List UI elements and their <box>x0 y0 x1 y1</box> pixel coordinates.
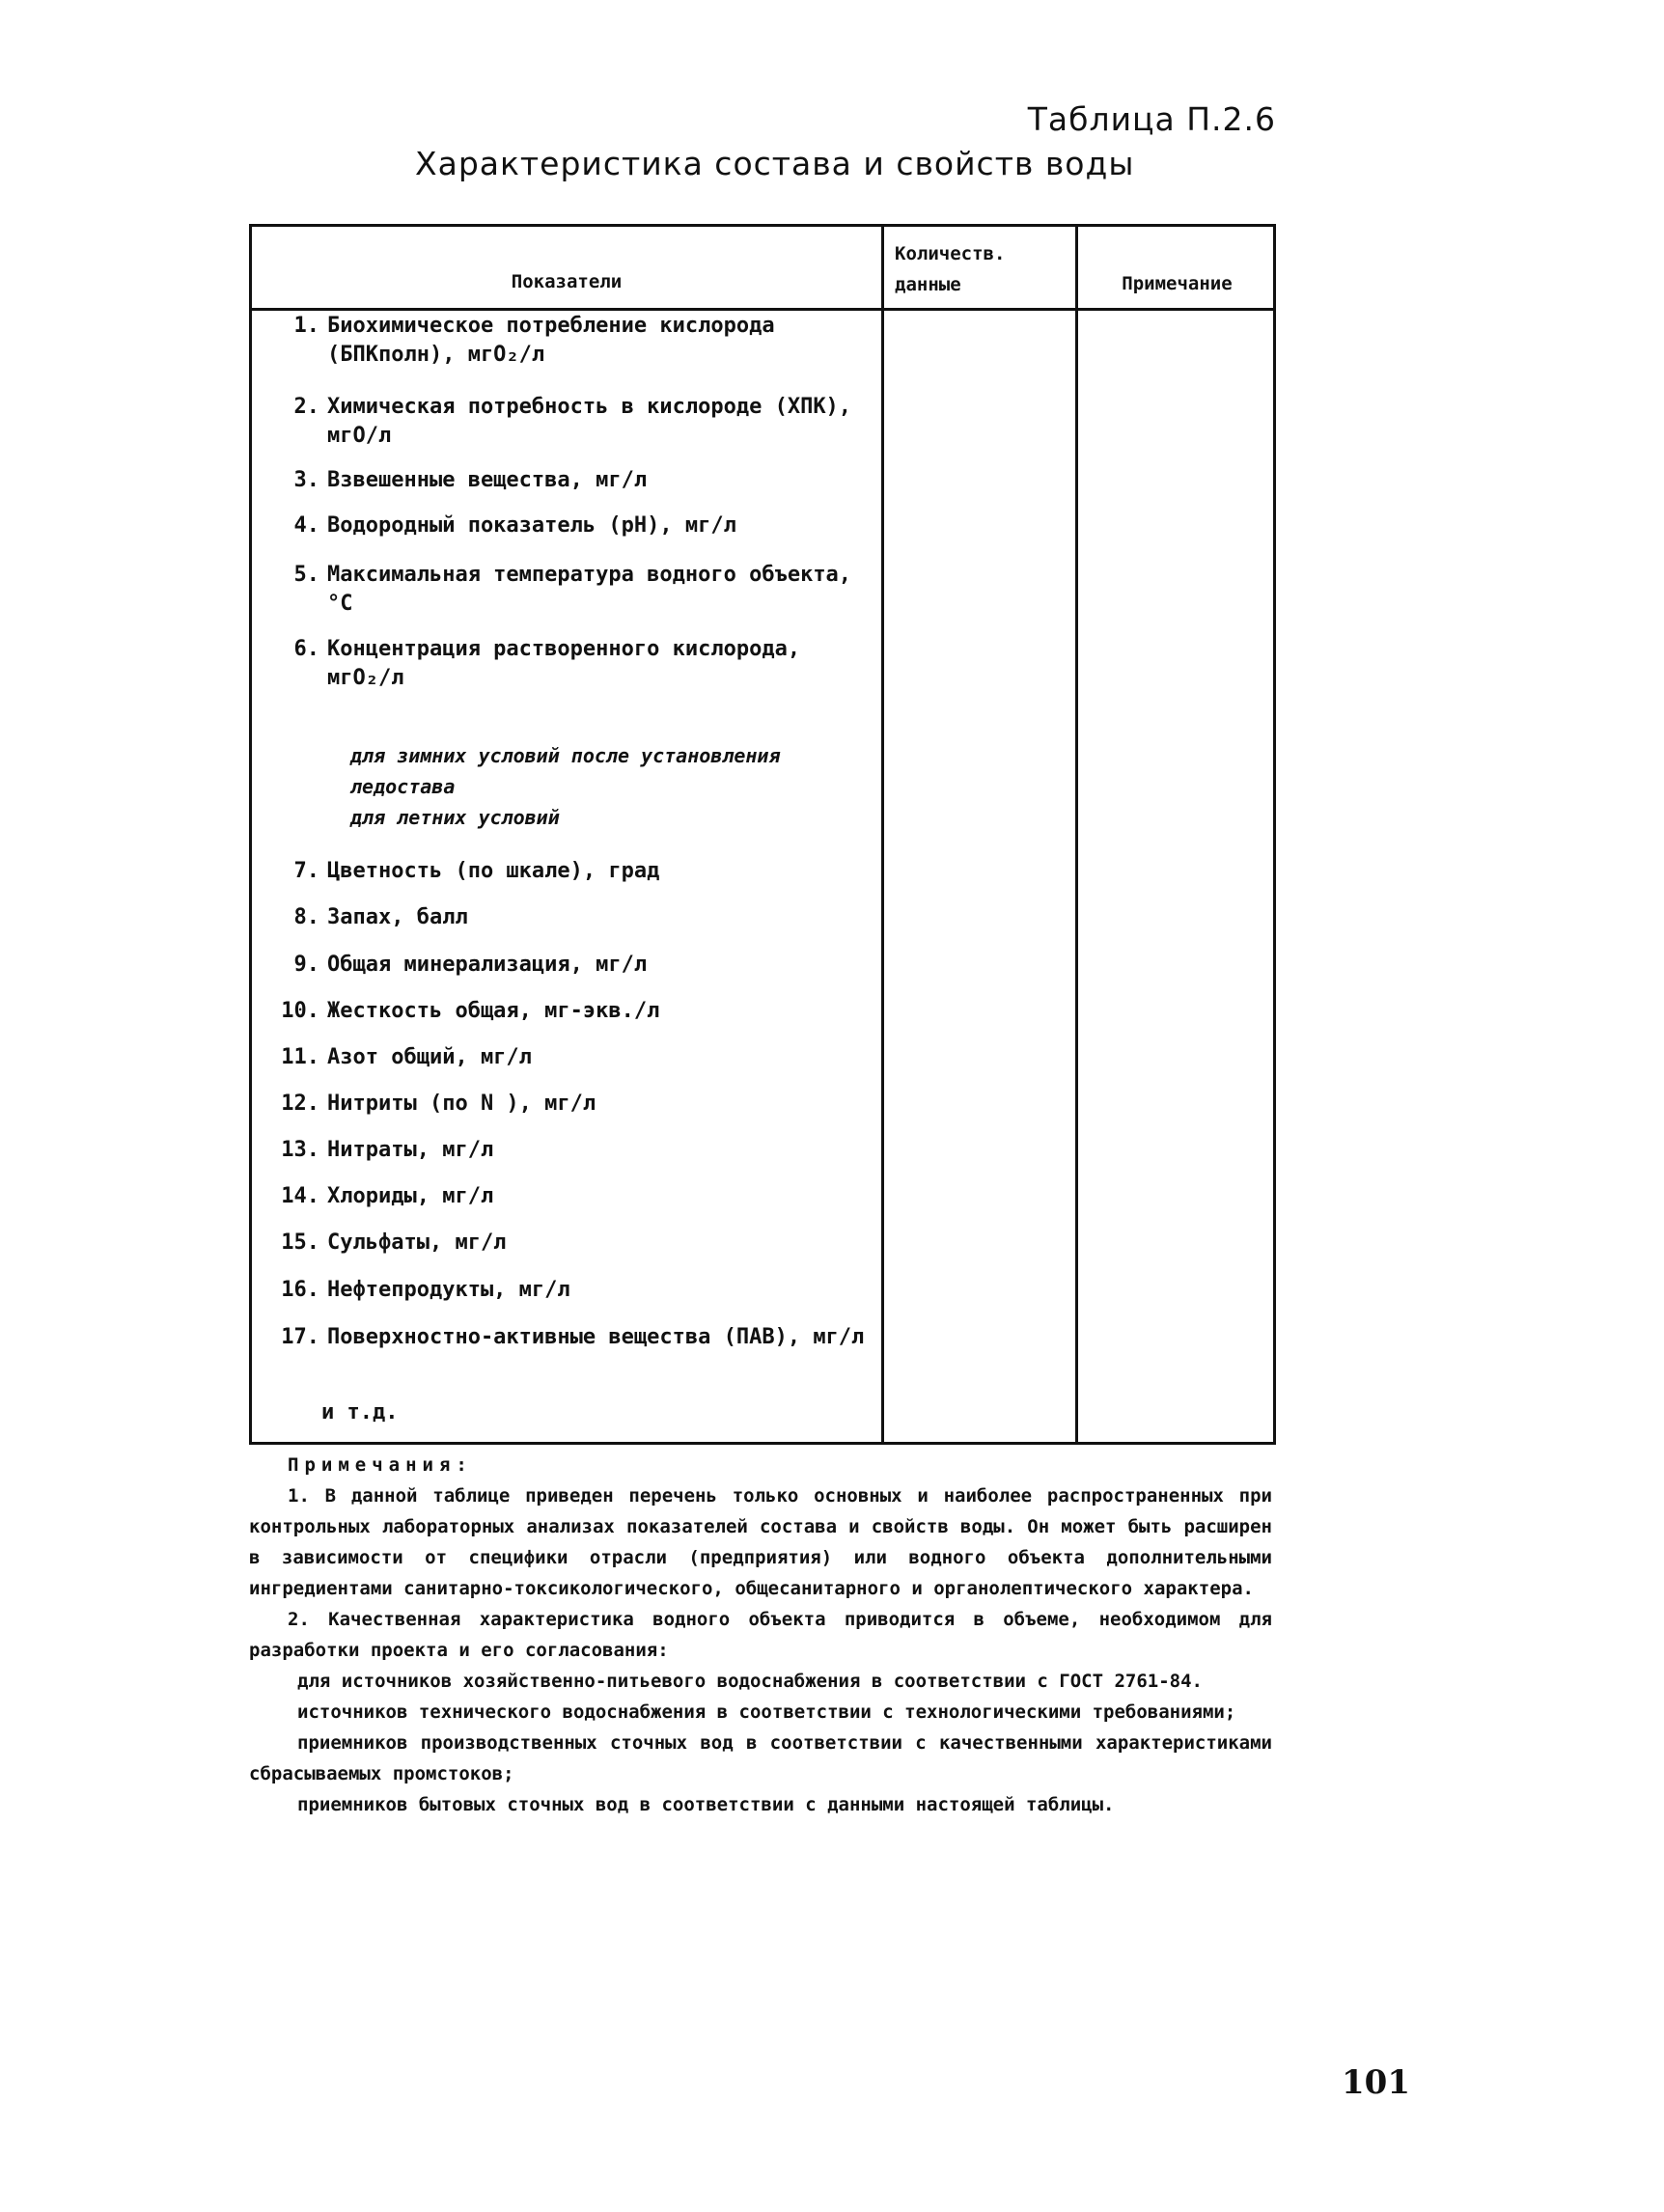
table-title: Характеристика состава и свойств воды <box>415 145 1135 182</box>
row-6-subitem: для зимних условий после установления ледостава <box>350 744 781 798</box>
row-text: Химическая потребность в кислороде (ХПК), мгО/л <box>327 395 852 448</box>
row-6-subitem: для летних условий <box>350 806 560 829</box>
note-paragraph: 2. Качественная характеристика водного объекта приводится в объеме, необходимом для разработки проекта и его согласования: <box>249 1609 1272 1661</box>
row-number: 16. <box>281 1278 319 1302</box>
row-number: 10. <box>281 999 319 1023</box>
row-text: Сульфаты, мг/л <box>327 1230 507 1255</box>
row-number: 2. <box>293 395 319 419</box>
row-number: 14. <box>281 1184 319 1208</box>
row-text: Поверхностно-активные вещества (ПАВ), мг/л <box>327 1325 865 1349</box>
row-number: 15. <box>281 1230 319 1255</box>
row-text: Нитраты, мг/л <box>327 1138 494 1162</box>
row-text: Нитриты (по N ), мг/л <box>327 1092 596 1116</box>
row-text: Водородный показатель (рН), мг/л <box>327 513 736 538</box>
page-number: 101 <box>1342 2063 1410 2102</box>
row-text: Общая минерализация, мг/л <box>327 953 648 977</box>
table-label: Таблица П.2.6 <box>1027 100 1276 138</box>
header-note: Примечание <box>1122 273 1233 294</box>
row-text: Жесткость общая, мг-экв./л <box>327 999 660 1023</box>
row-number: 3. <box>293 468 319 492</box>
row-number: 11. <box>281 1045 319 1069</box>
row-number: 17. <box>281 1325 319 1349</box>
row-number: 8. <box>293 905 319 929</box>
note-paragraph: 1. В данной таблице приведен перечень только основных и наиболее распространенных при контрольных лабораторных анализах показателей состава и свойств воды. Он может быть расширен в зависимости от специфики отрасли (предприятия) или водного объекта дополнительными ингредиентами санитарно-токсикологического, общесанитарного и органолептического характера. <box>249 1485 1272 1599</box>
row-text: Биохимическое потребление кислорода (БПКполн), мгО₂/л <box>327 314 775 367</box>
notes-section <box>249 1450 1272 1820</box>
note-paragraph: для источников хозяйственно-питьевого водоснабжения в соответствии с ГОСТ 2761-84. <box>297 1671 1203 1692</box>
row-number: 6. <box>293 637 319 661</box>
header-indicators: Показатели <box>511 271 623 292</box>
header-divider <box>252 308 1273 311</box>
note-paragraph: приемников бытовых сточных вод в соответствии с данными настоящей таблицы. <box>297 1794 1115 1815</box>
row-text: Хлориды, мг/л <box>327 1184 494 1208</box>
row-number: 7. <box>293 859 319 883</box>
row-text: Нефтепродукты, мг/л <box>327 1278 570 1302</box>
header-quantity: Количеств. данные <box>895 243 1006 295</box>
row-text: Максимальная температура водного объекта, °С <box>327 563 852 616</box>
table-tail: и т.д. <box>321 1400 399 1424</box>
row-text: Взвешенные вещества, мг/л <box>327 468 648 492</box>
column-divider <box>1075 227 1078 1442</box>
water-characteristics-table <box>249 224 1276 1445</box>
row-number: 5. <box>293 563 319 587</box>
row-text: Цветность (по шкале), град <box>327 859 660 883</box>
row-number: 13. <box>281 1138 319 1162</box>
note-paragraph: приемников производственных сточных вод в соответствии с качественными характеристиками сбрасываемых промстоков; <box>249 1732 1272 1784</box>
note-paragraph: источников технического водоснабжения в соответствии с технологическими требованиями; <box>297 1701 1236 1723</box>
row-number: 4. <box>293 513 319 538</box>
row-text: Запах, балл <box>327 905 468 929</box>
row-number: 9. <box>293 953 319 977</box>
column-divider <box>881 227 884 1442</box>
row-text: Азот общий, мг/л <box>327 1045 532 1069</box>
notes-heading: Примечания: <box>288 1454 473 1476</box>
row-text: Концентрация растворенного кислорода, мгО₂/л <box>327 637 801 690</box>
row-number: 12. <box>281 1092 319 1116</box>
row-number: 1. <box>293 314 319 338</box>
